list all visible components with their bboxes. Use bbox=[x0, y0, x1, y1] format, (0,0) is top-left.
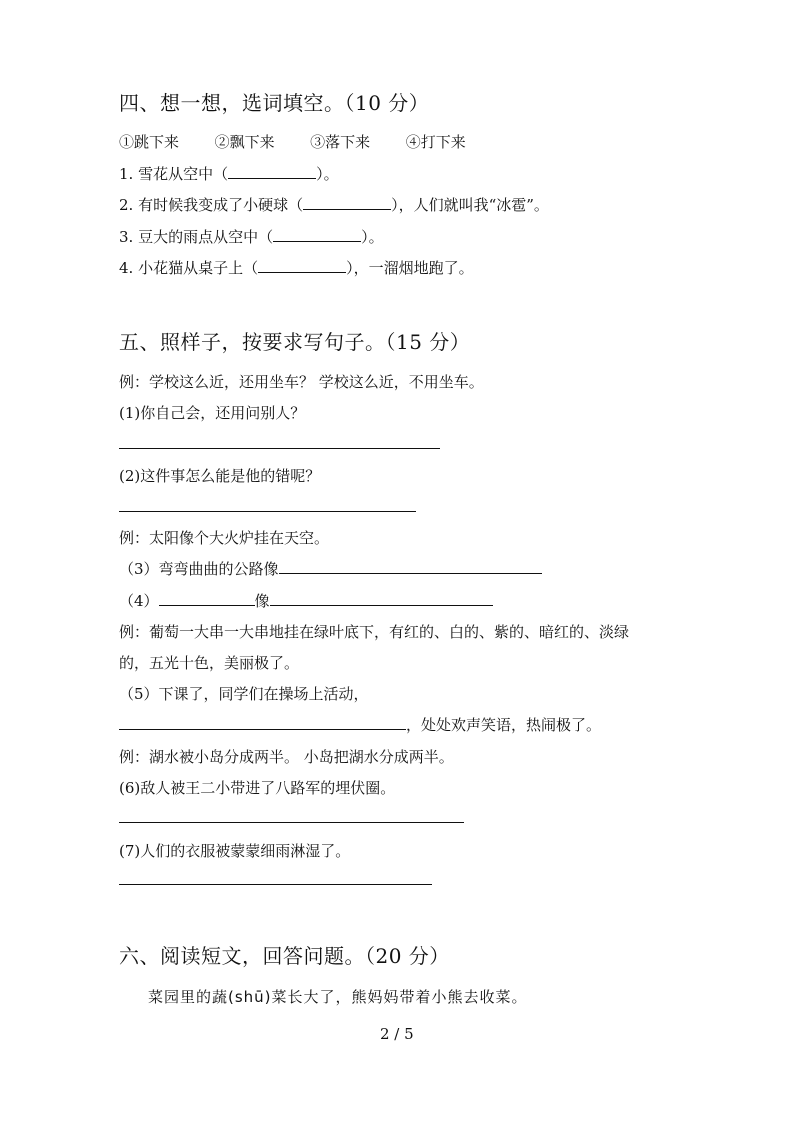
example-1: 例：学校这么近，还用坐车？ 学校这么近，不用坐车。 bbox=[119, 373, 484, 391]
section-6-title: 六、阅读短文，回答问题。（20 分） bbox=[119, 944, 450, 968]
option-2: ②飘下来 bbox=[214, 133, 275, 151]
question-text: （3）弯弯曲曲的公路像 bbox=[119, 560, 279, 578]
example-3-line-1: 例：葡萄一大串一大串地挂在绿叶底下，有红的、白的、紫的、暗红的、淡绿 bbox=[119, 623, 630, 641]
answer-line[interactable] bbox=[119, 822, 464, 823]
option-3: ③落下来 bbox=[310, 133, 371, 151]
example-4: 例：湖水被小岛分成两半。 小岛把湖水分成两半。 bbox=[119, 748, 454, 766]
question-text: 1. 雪花从空中（ bbox=[119, 165, 229, 183]
section-4-title: 四、想一想，选词填空。（10 分） bbox=[119, 91, 430, 115]
answer-blank[interactable] bbox=[270, 593, 493, 606]
option-list bbox=[119, 131, 466, 152]
question-5-3 bbox=[119, 558, 542, 579]
question-5-2: (2)这件事怎么能是他的错呢？ bbox=[119, 467, 321, 485]
answer-line[interactable] bbox=[119, 884, 432, 885]
question-text: （4） bbox=[119, 592, 159, 610]
option-1: ①跳下来 bbox=[119, 133, 180, 151]
question-4-4 bbox=[119, 257, 474, 278]
page-number: 2 / 5 bbox=[380, 1025, 414, 1043]
question-text: 像 bbox=[254, 592, 270, 610]
question-text: 2. 有时候我变成了小硬球（ bbox=[119, 196, 304, 214]
question-5-7: (7)人们的衣服被蒙蒙细雨淋湿了。 bbox=[119, 842, 351, 860]
question-text: ）。 bbox=[316, 165, 339, 183]
answer-line[interactable] bbox=[119, 448, 440, 449]
question-text: 3. 豆大的雨点从空中（ bbox=[119, 228, 274, 246]
answer-blank[interactable] bbox=[303, 197, 391, 210]
answer-line[interactable] bbox=[119, 511, 416, 512]
example-2: 例：太阳像个大火炉挂在天空。 bbox=[119, 529, 330, 547]
question-5-5: （5）下课了，同学们在操场上活动， bbox=[119, 685, 369, 703]
answer-blank[interactable] bbox=[258, 260, 346, 273]
section-5-title: 五、照样子，按要求写句子。（15 分） bbox=[119, 330, 471, 354]
question-text: 4. 小花猫从桌子上（ bbox=[119, 259, 259, 277]
answer-blank[interactable] bbox=[159, 593, 255, 606]
answer-blank[interactable] bbox=[273, 229, 361, 242]
question-text: ，处处欢声笑语，热闹极了。 bbox=[406, 716, 602, 734]
question-5-4 bbox=[119, 590, 493, 611]
question-text: ）。 bbox=[361, 228, 384, 246]
option-4: ④打下来 bbox=[405, 133, 466, 151]
question-text: ），一溜烟地跑了。 bbox=[346, 259, 474, 277]
question-text: ），人们就叫我“冰雹”。 bbox=[391, 196, 549, 214]
question-4-2 bbox=[119, 194, 549, 215]
reading-paragraph: 菜园里的蔬(shū)菜长大了，熊妈妈带着小熊去收菜。 bbox=[148, 988, 528, 1006]
question-5-1: (1)你自己会，还用问别人？ bbox=[119, 404, 306, 422]
question-4-1 bbox=[119, 163, 339, 184]
answer-blank[interactable] bbox=[119, 717, 406, 730]
example-3-line-2: 的，五光十色，美丽极了。 bbox=[119, 654, 300, 672]
question-4-3 bbox=[119, 226, 384, 247]
answer-blank[interactable] bbox=[279, 561, 542, 574]
question-5-5-line-2 bbox=[119, 714, 601, 735]
question-5-6: (6)敌人被王二小带进了八路军的埋伏圈。 bbox=[119, 779, 396, 797]
answer-blank[interactable] bbox=[228, 166, 316, 179]
